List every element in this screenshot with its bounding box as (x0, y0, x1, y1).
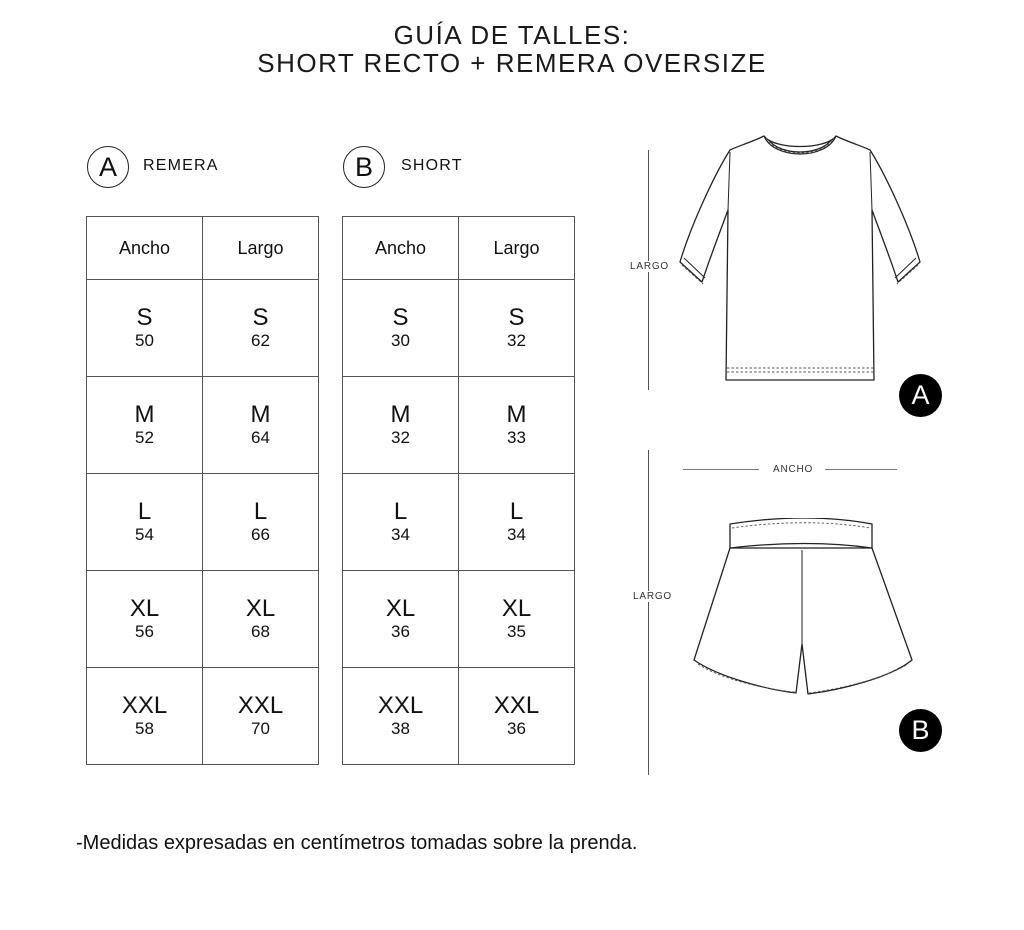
measure-value: 68 (251, 622, 270, 641)
measure-value: 66 (251, 525, 270, 544)
largo-cell (203, 474, 319, 571)
size-label: L (253, 498, 268, 525)
measure-value: 38 (391, 719, 410, 738)
section-b-badge: B (343, 146, 385, 188)
size-label: XL (245, 595, 276, 622)
measure-value: 35 (507, 622, 526, 641)
largo-cell (203, 377, 319, 474)
table-row (87, 474, 319, 571)
measure-value: 50 (135, 331, 154, 350)
measure-value: 36 (391, 622, 410, 641)
table-header-row (343, 217, 575, 280)
size-label: S (508, 304, 525, 331)
tshirt-largo-label: LARGO (630, 261, 670, 272)
section-b-label: SHORT (401, 157, 463, 174)
short-size-table (342, 216, 575, 765)
size-label: S (252, 304, 269, 331)
largo-cell (459, 474, 575, 571)
measure-value: 52 (135, 428, 154, 447)
measure-value: 30 (391, 331, 410, 350)
ancho-cell (87, 474, 203, 571)
column-header-ancho: Ancho (87, 217, 203, 280)
ancho-cell (343, 474, 459, 571)
measure-value: 56 (135, 622, 154, 641)
size-label: XL (501, 595, 532, 622)
table-row (87, 668, 319, 765)
measure-value: 32 (391, 428, 410, 447)
measure-value: 34 (391, 525, 410, 544)
measure-value: 36 (507, 719, 526, 738)
ancho-cell (87, 668, 203, 765)
size-label: XXL (493, 692, 540, 719)
measure-value: 64 (251, 428, 270, 447)
largo-cell (459, 280, 575, 377)
largo-cell (459, 377, 575, 474)
size-label: M (390, 401, 411, 428)
ancho-cell (343, 280, 459, 377)
ancho-cell (343, 668, 459, 765)
shorts-largo-label: LARGO (633, 591, 673, 602)
shorts-ancho-label: ANCHO (773, 464, 814, 475)
column-header-largo: Largo (459, 217, 575, 280)
table-row (343, 377, 575, 474)
measurement-note: -Medidas expresadas en centímetros tomadas sobre la prenda. (76, 832, 638, 854)
table-row (87, 571, 319, 668)
table-row (343, 280, 575, 377)
measure-value: 58 (135, 719, 154, 738)
section-a-badge: A (87, 146, 129, 188)
page-title-line-1: GUÍA DE TALLES: (393, 20, 631, 50)
table-row (343, 474, 575, 571)
largo-cell (203, 668, 319, 765)
size-label: M (250, 401, 271, 428)
measure-value: 32 (507, 331, 526, 350)
size-label: L (137, 498, 152, 525)
largo-cell (203, 280, 319, 377)
shorts-length-line (648, 450, 649, 775)
size-label: XL (385, 595, 416, 622)
measure-value: 54 (135, 525, 154, 544)
page-title-line-2: SHORT RECTO + REMERA OVERSIZE (257, 48, 767, 78)
measure-value: 70 (251, 719, 270, 738)
table-row (87, 377, 319, 474)
table-row (343, 668, 575, 765)
size-label: S (136, 304, 153, 331)
remera-size-table (86, 216, 319, 765)
table-row (87, 280, 319, 377)
largo-cell (203, 571, 319, 668)
measure-value: 34 (507, 525, 526, 544)
ancho-cell (87, 377, 203, 474)
ancho-cell (343, 377, 459, 474)
largo-cell (459, 571, 575, 668)
size-label: M (134, 401, 155, 428)
size-label: XXL (237, 692, 284, 719)
shorts-width-line-right (825, 469, 897, 470)
size-label: L (509, 498, 524, 525)
shorts-width-line-left (683, 469, 759, 470)
size-label: XXL (377, 692, 424, 719)
section-a-label: REMERA (143, 157, 219, 174)
size-label: S (392, 304, 409, 331)
ancho-cell (343, 571, 459, 668)
tshirt-badge: A (899, 374, 942, 417)
largo-cell (459, 668, 575, 765)
size-label: XL (129, 595, 160, 622)
shorts-illustration (690, 518, 916, 698)
ancho-cell (87, 280, 203, 377)
tshirt-illustration (676, 132, 924, 388)
column-header-largo: Largo (203, 217, 319, 280)
size-label: XXL (121, 692, 168, 719)
measure-value: 33 (507, 428, 526, 447)
column-header-ancho: Ancho (343, 217, 459, 280)
size-label: M (506, 401, 527, 428)
table-header-row (87, 217, 319, 280)
measure-value: 62 (251, 331, 270, 350)
shorts-badge: B (899, 709, 942, 752)
ancho-cell (87, 571, 203, 668)
size-label: L (393, 498, 408, 525)
table-row (343, 571, 575, 668)
